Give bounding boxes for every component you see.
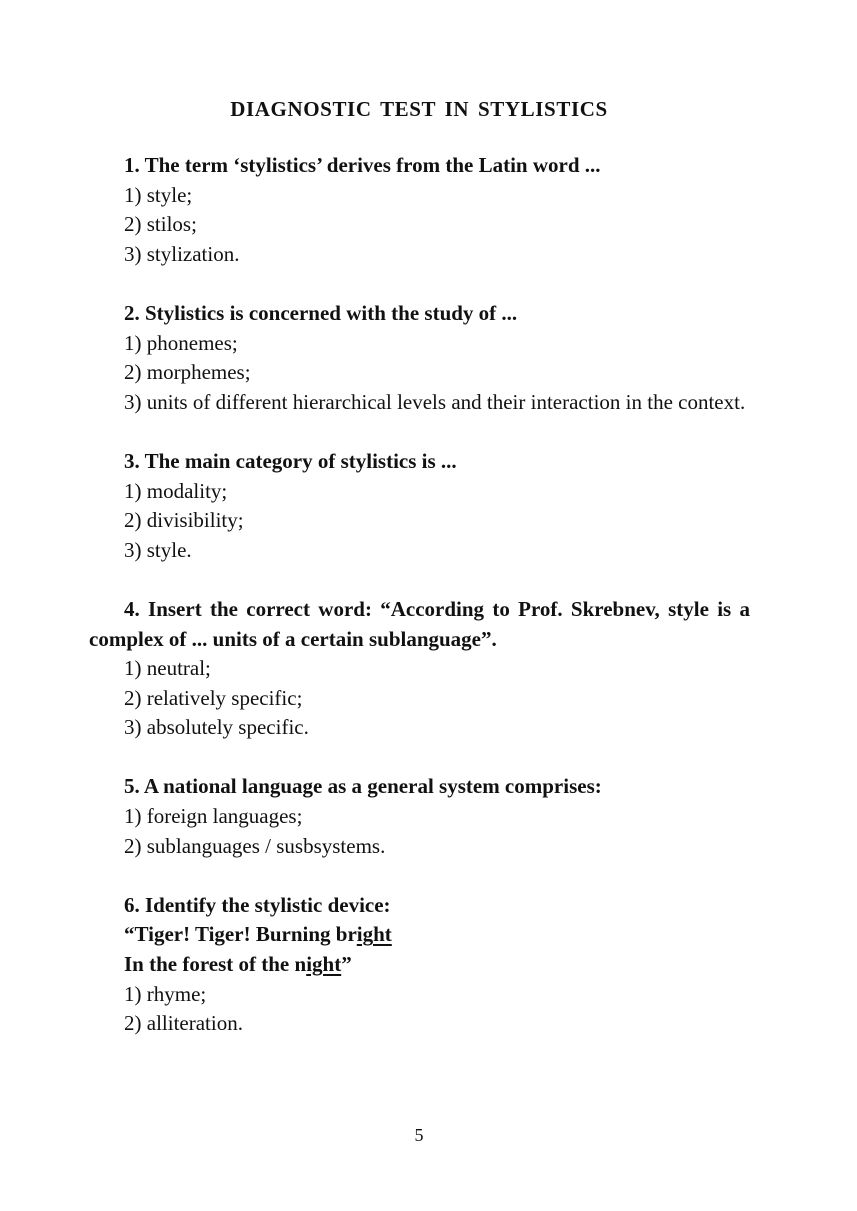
answer-option: 3) style. <box>124 537 192 562</box>
test-body <box>89 151 750 1068</box>
question-5 <box>89 772 750 861</box>
answer-option: 2) morphemes; <box>124 360 251 385</box>
quote-text: In the forest of the n <box>124 952 307 977</box>
question-1 <box>89 151 750 269</box>
answer-option: 3) units of different hierarchical levels and their interaction in the context. <box>124 389 746 414</box>
page-number: 5 <box>414 1125 424 1145</box>
quote-line-1 <box>89 920 750 950</box>
question-prompt: 5. A national language as a general system comprises: <box>124 774 602 799</box>
answer-option: 1) neutral; <box>124 656 211 681</box>
question-prompt: 6. Identify the stylistic device: <box>124 892 391 917</box>
answer-option: 1) foreign languages; <box>124 804 303 829</box>
answer-option: 3) absolutely specific. <box>124 715 309 740</box>
underlined-rhyme: ight <box>356 922 392 947</box>
question-2 <box>89 299 750 417</box>
answer-option: 3) stylization. <box>124 241 240 266</box>
answer-option: 1) modality; <box>124 478 228 503</box>
question-4 <box>89 595 750 743</box>
answer-option: 1) rhyme; <box>124 981 207 1006</box>
page-title: DIAGNOSTIC TEST IN STYLISTICS <box>230 97 608 121</box>
question-prompt: 1. The term ‘stylistics’ derives from the Latin word ... <box>124 153 601 177</box>
quote-line-2 <box>89 950 750 980</box>
answer-option: 2) stilos; <box>124 212 197 237</box>
answer-option: 2) divisibility; <box>124 508 244 533</box>
answer-option: 2) relatively specific; <box>124 685 303 710</box>
question-prompt: 2. Stylistics is concerned with the study of ... <box>124 300 518 325</box>
question-prompt: 4. Insert the correct word: “According to Prof. Skrebnev, style is a complex of ... units of a certain sublanguage”. <box>89 596 750 651</box>
quote-close: ” <box>341 952 352 977</box>
answer-option: 2) alliteration. <box>124 1011 243 1036</box>
answer-option: 1) phonemes; <box>124 330 238 355</box>
question-6 <box>89 891 750 1039</box>
answer-option: 2) sublanguages / susbsystems. <box>124 833 386 858</box>
question-prompt: 3. The main category of stylistics is ... <box>124 448 457 473</box>
answer-option: 1) style; <box>124 182 193 207</box>
underlined-rhyme: ight <box>306 952 342 977</box>
quote-text: “Tiger! Tiger! Burning br <box>124 922 357 947</box>
question-3 <box>89 447 750 565</box>
